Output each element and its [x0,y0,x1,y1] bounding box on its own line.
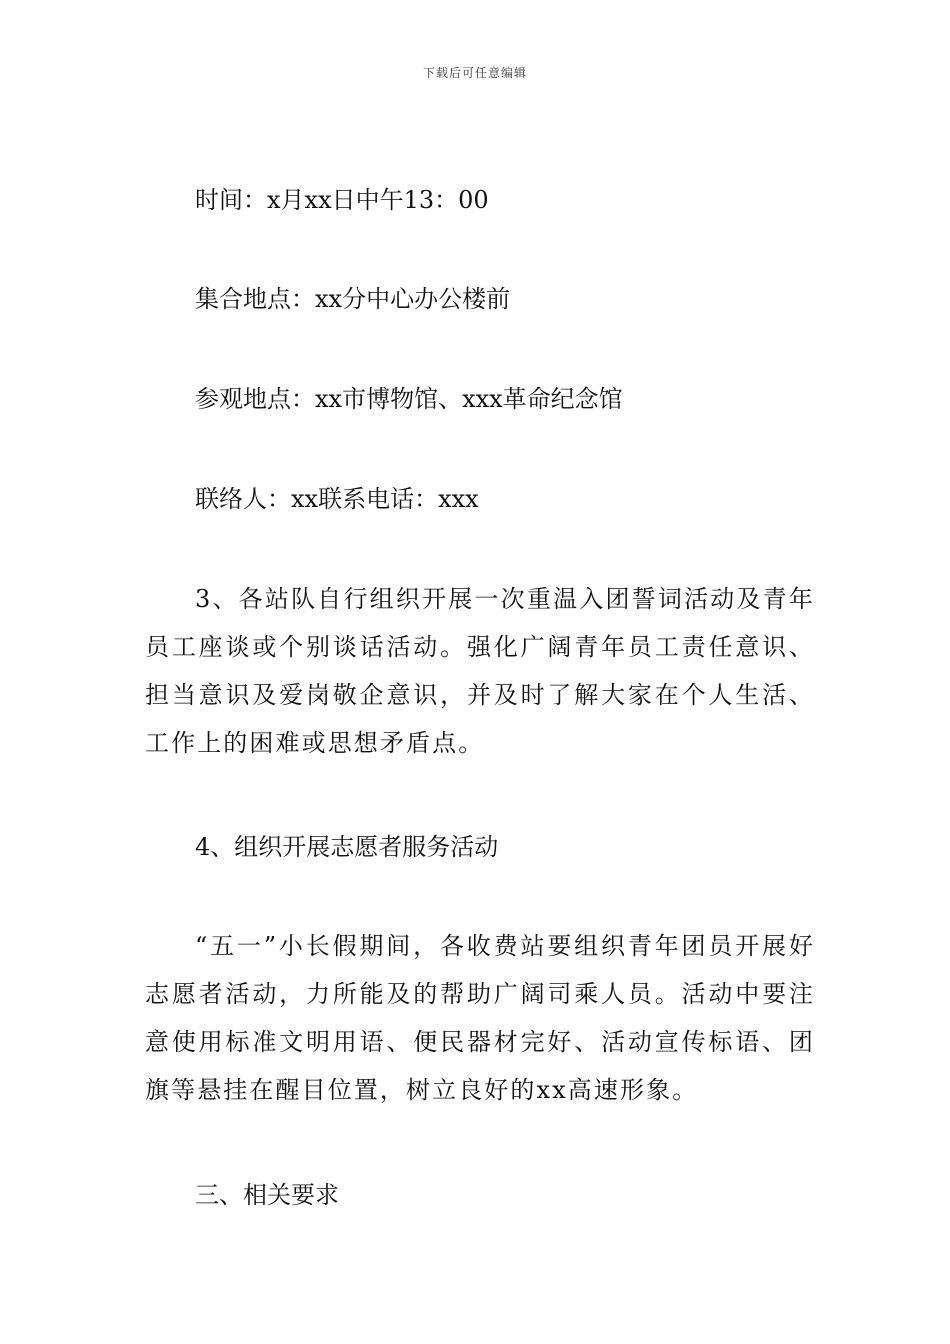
page-header: 下载后可任意编辑 [422,66,527,80]
item4-paragraph: “五一”小长假期间，各收费站要组织青年团员开展好志愿者活动，力所能及的帮助广阔司乘人员。活动中要注意使用标准文明用语、便民器材完好、活动宣传标语、团旗等悬挂在醒目位置，树立良好的xx高速形象。 [145,932,815,1104]
item3-paragraph: 3、各站队自行组织开展一次重温入团誓词活动及青年员工座谈或个别谈话活动。强化广阔青年员工责任意识、担当意识及爱岗敬企意识，并及时了解大家在个人生活、工作上的困难或思想矛盾点。 [145,585,815,757]
contact-line: 联络人：xx联系电话：xxx [195,485,479,513]
visit-place-line: 参观地点：xx市博物馆、xxx革命纪念馆 [195,385,623,413]
gathering-place-line: 集合地点：xx分中心办公楼前 [195,285,511,313]
section3-heading: 三、相关要求 [195,1181,339,1209]
time-line: 时间：x月xx日中午13：00 [195,186,489,214]
item4-heading: 4、组织开展志愿者服务活动 [195,833,499,861]
